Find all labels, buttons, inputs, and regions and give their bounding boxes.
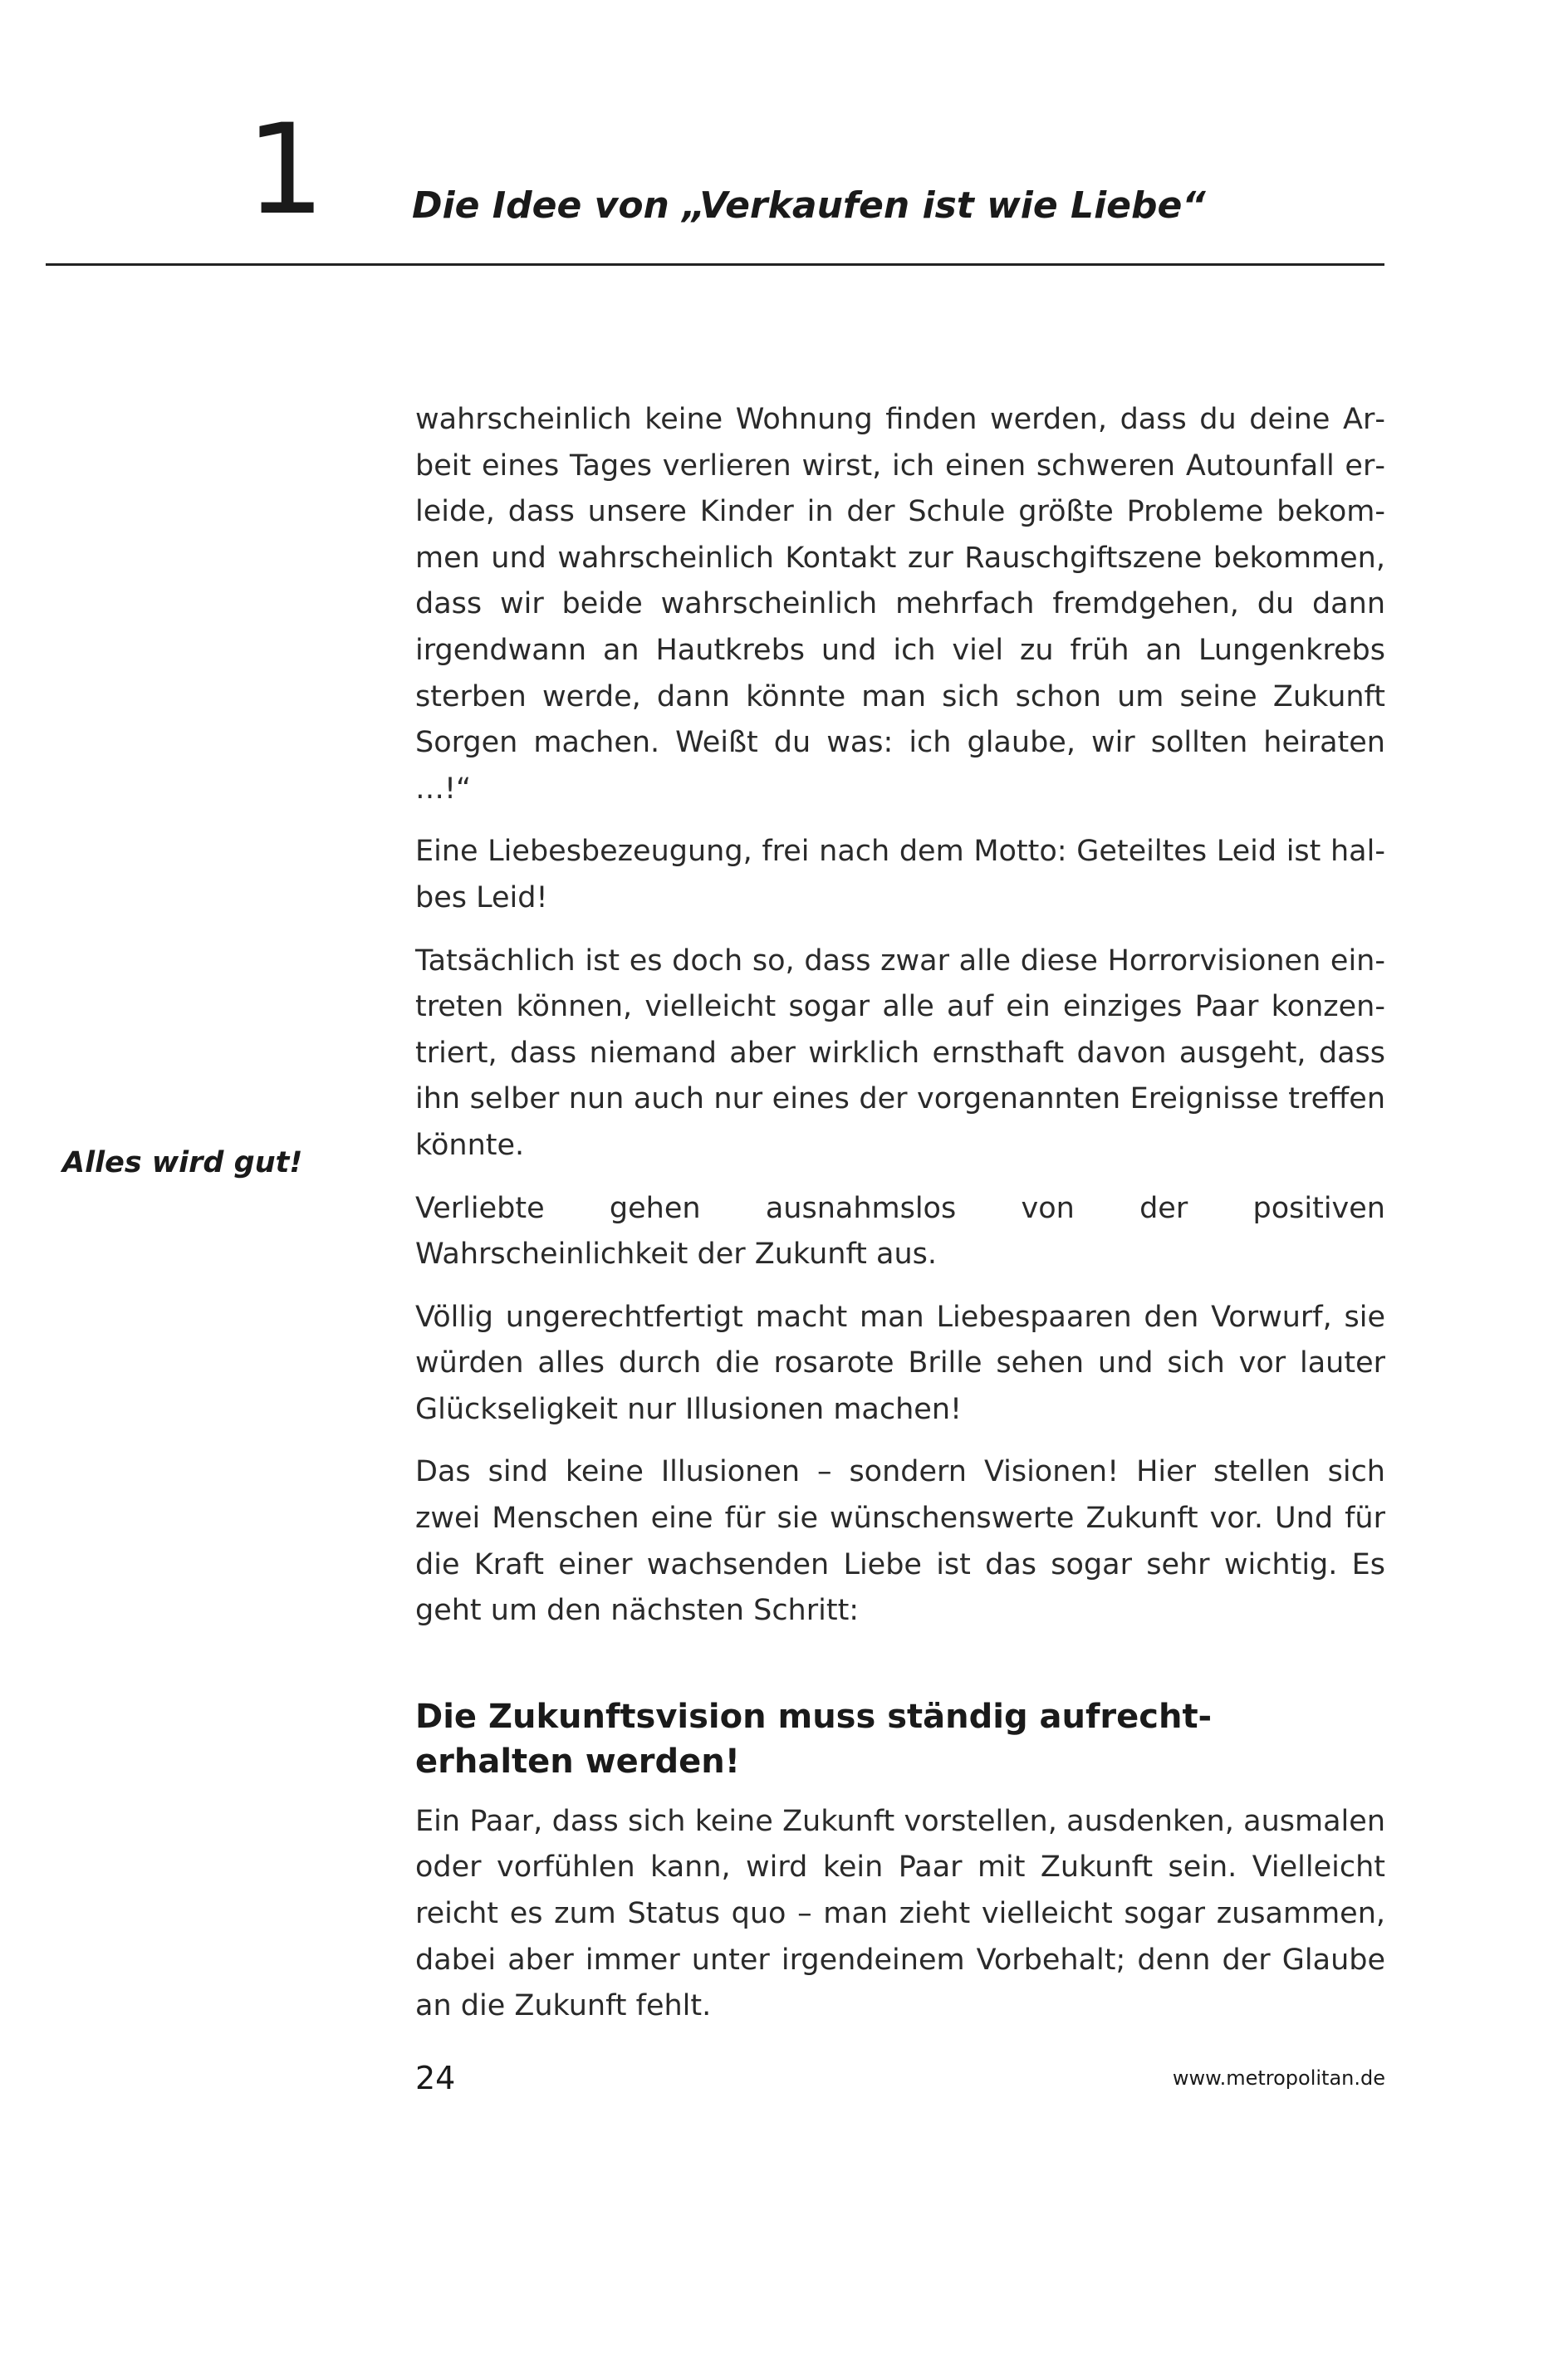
section-heading-line: Die Zukunftsvision muss ständig aufrecht- (415, 1697, 1213, 1736)
header-divider (46, 263, 1384, 266)
section-heading (415, 1694, 1385, 1784)
chapter-title: Die Idee von „Verkaufen ist wie Liebe“ (412, 184, 1206, 227)
paragraph: Tatsächlich ist es doch so, dass zwar alle diese Horrorvisionen eintreten können, vielleicht sogar alle auf ein einziges Paar konzentriert, dass niemand aber wirklich ernsthaft davon ausgeht, dass ihn selber nun auch nur eines der vorgenannten Ereignisse treffen könnte. (415, 944, 1385, 1162)
section-paragraph: Ein Paar, dass sich keine Zukunft vorstellen, ausdenken, ausmalen oder vorfühlen kann, wird kein Paar mit Zukunft sein. Vielleicht reicht es zum Status quo – man zieht vielleicht sogar zusammen, dabei aber immer unter irgendeinem Vorbehalt; denn der Glaube an die Zukunft fehlt. (415, 1804, 1385, 2023)
chapter-number: 1 (246, 98, 326, 243)
paragraph: Völlig ungerechtfertigt macht man Liebespaaren den Vorwurf, sie würden alles durch die rosarote Brille sehen und sich vor lauter Glückseligkeit nur Illusionen machen! (415, 1300, 1385, 1426)
paragraph: wahrscheinlich keine Wohnung finden werden, dass du deine Arbeit eines Tages verlieren wirst, ich einen schweren Autounfall erleide, dass unsere Kinder in der Schule größte Probleme bekommen und wahrscheinlich Kontakt zur Rauschgiftszene bekommen, dass wir beide wahrscheinlich mehrfach fremdgehen, du dann irgendwann an Hautkrebs und ich viel zu früh an Lungenkrebs sterben werde, dann könnte man sich schon um seine Zukunft Sorgen machen. Weißt du was: ich glaube, wir sollten heiraten …!“ (415, 403, 1385, 806)
paragraph: Verliebte gehen ausnahmslos von der positiven Wahrscheinlichkeit der Zukunft aus. (415, 1191, 1385, 1272)
website-url: www.metropolitan.de (1172, 2066, 1385, 2090)
page-number: 24 (415, 2060, 456, 2096)
paragraph: Das sind keine Illusionen – sondern Visionen! Hier stellen sich zwei Menschen eine für sie wünschenswerte Zukunft vor. Und für die Kraft einer wachsenden Liebe ist das sogar sehr wichtig. Es geht um den nächsten Schritt: (415, 1455, 1385, 1628)
body-text-column (415, 397, 1385, 2030)
paragraph: Eine Liebesbezeugung, frei nach dem Motto: Geteiltes Leid ist halbes Leid! (415, 835, 1385, 914)
section-heading-line: erhalten werden! (415, 1742, 740, 1781)
margin-note: Alles wird gut! (62, 1146, 303, 1179)
